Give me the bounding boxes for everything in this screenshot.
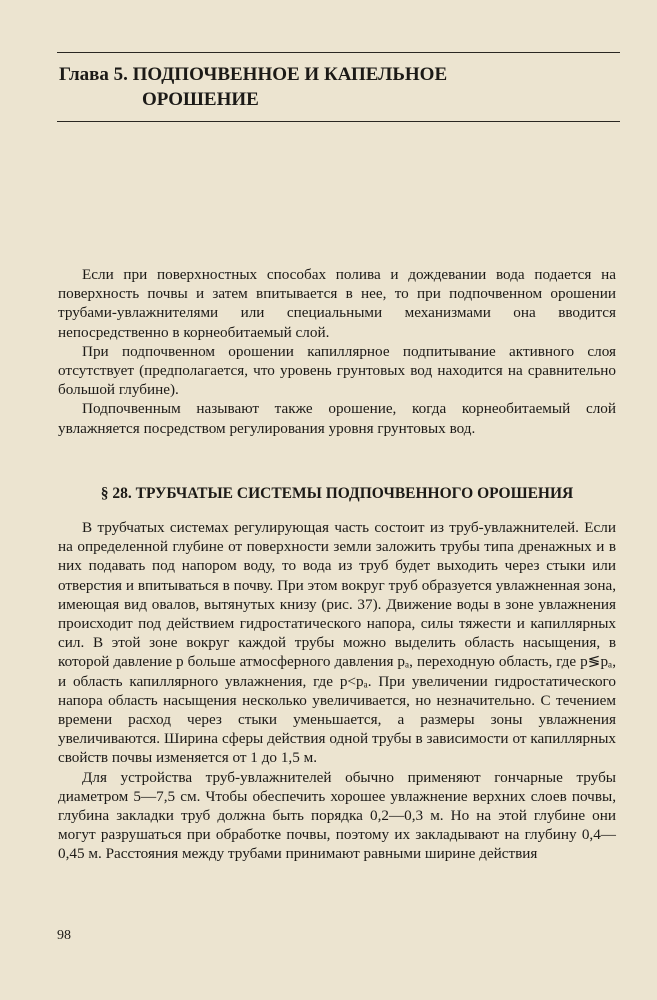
intro-paragraph: При подпочвенном орошении капиллярное подпитывание активного слоя отсутствует (предполагается, что уровень грунтовых вод находится на сравнительно большой глубине).	[58, 342, 616, 399]
section-text	[58, 518, 616, 864]
section-heading: § 28. ТРУБЧАТЫЕ СИСТЕМЫ ПОДПОЧВЕННОГО ОРОШЕНИЯ	[100, 485, 574, 502]
chapter-title	[59, 62, 619, 112]
chapter-title-line-2: ОРОШЕНИЕ	[142, 89, 259, 110]
section-paragraph: Для устройства труб-увлажнителей обычно применяют гончарные трубы диаметром 5—7,5 см. Чтобы обеспечить хорошее увлажнение верхних слоев почвы, глубина закладки труб должна быть порядка 0,2—0,3 м. Но на этой глубине они могут разрушаться при обработке почвы, поэтому их закладывают на глубину 0,4—0,45 м. Расстояния между трубами принимают равными ширине действия	[58, 768, 616, 863]
intro-paragraph: Если при поверхностных способах полива и дождевании вода подается на поверхность почвы и затем впитывается в нее, то при подпочвенном орошении трубами-увлажнителями или специальными механизмами она вводится непосредственно в корнеобитаемый слой.	[58, 266, 616, 341]
intro-text	[58, 265, 616, 438]
intro-paragraph: Подпочвенным называют также орошение, когда корнеобитаемый слой увлажняется посредством регулирования уровня грунтовых вод.	[58, 400, 616, 437]
chapter-title-line-1: Глава 5. ПОДПОЧВЕННОЕ И КАПЕЛЬНОЕ	[59, 64, 448, 85]
top-rule	[57, 52, 620, 53]
section-paragraph: В трубчатых системах регулирующая часть состоит из труб-увлажнителей. Если на определенной глубине от поверхности земли заложить трубы типа дренажных и в них подавать под напором воду, то вода из труб будет выходить через стыки или отверстия и впитываться в почву. При этом вокруг труб образуется увлажненная зона, имеющая вид овалов, вытянутых книзу (рис. 37). Движение воды в зоне увлажнения происходит под действием гидростатического напора, силы тяжести и капиллярных сил. В этой зоне вокруг каждой трубы можно выделить область насыщения, в которой давление p больше атмосферного давления pₐ, переходную область, где p≶pₐ, и область капиллярного увлажнения, где p<pₐ. При увеличении гидростатического напора область насыщения несколько увеличивается, но незначительно. С течением времени расход через стыки уменьшается, а размеры зоны увлажнения увеличиваются. Ширина сферы действия одной трубы в зависимости от капиллярных свойств почвы изменяется от 1 до 1,5 м.	[58, 519, 616, 767]
page-number: 98	[57, 928, 71, 943]
bottom-rule	[57, 121, 620, 122]
